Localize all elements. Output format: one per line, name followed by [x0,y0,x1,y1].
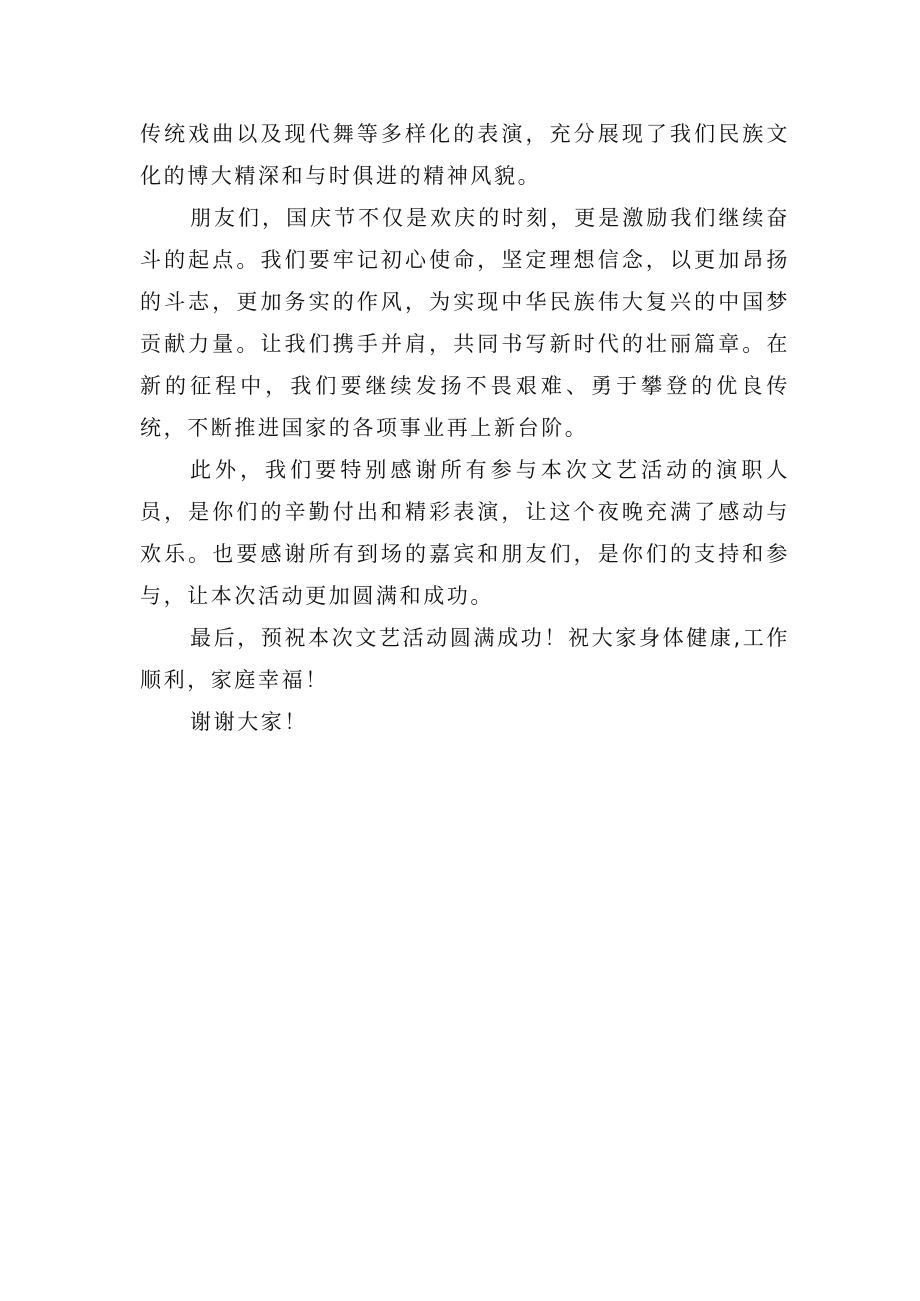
document-body [140,113,790,743]
paragraph-national-day: 朋友们，国庆节不仅是欢庆的时刻，更是激励我们继续奋斗的起点。我们要牢记初心使命，坚定理想信念，以更加昂扬的斗志，更加务实的作风，为实现中华民族伟大复兴的中国梦贡献力量。让我们携手并肩，共同书写新时代的壮丽篇章。在新的征程中，我们要继续发扬不畏艰难、勇于攀登的优良传统，不断推进国家的各项事业再上新台阶。 [140,206,790,440]
paragraph-wishes: 最后，预祝本次文艺活动圆满成功！祝大家身体健康,工作顺利，家庭幸福！ [140,626,790,692]
paragraph-closing: 谢谢大家！ [190,710,308,734]
paragraph-continuation: 传统戏曲以及现代舞等多样化的表演，充分展现了我们民族文化的博大精深和与时俱进的精神风貌。 [140,122,790,188]
paragraph-thanks: 此外，我们要特别感谢所有参与本次文艺活动的演职人员，是你们的辛勤付出和精彩表演，让这个夜晚充满了感动与欢乐。也要感谢所有到场的嘉宾和朋友们，是你们的支持和参与，让本次活动更加圆满和成功。 [140,458,790,608]
